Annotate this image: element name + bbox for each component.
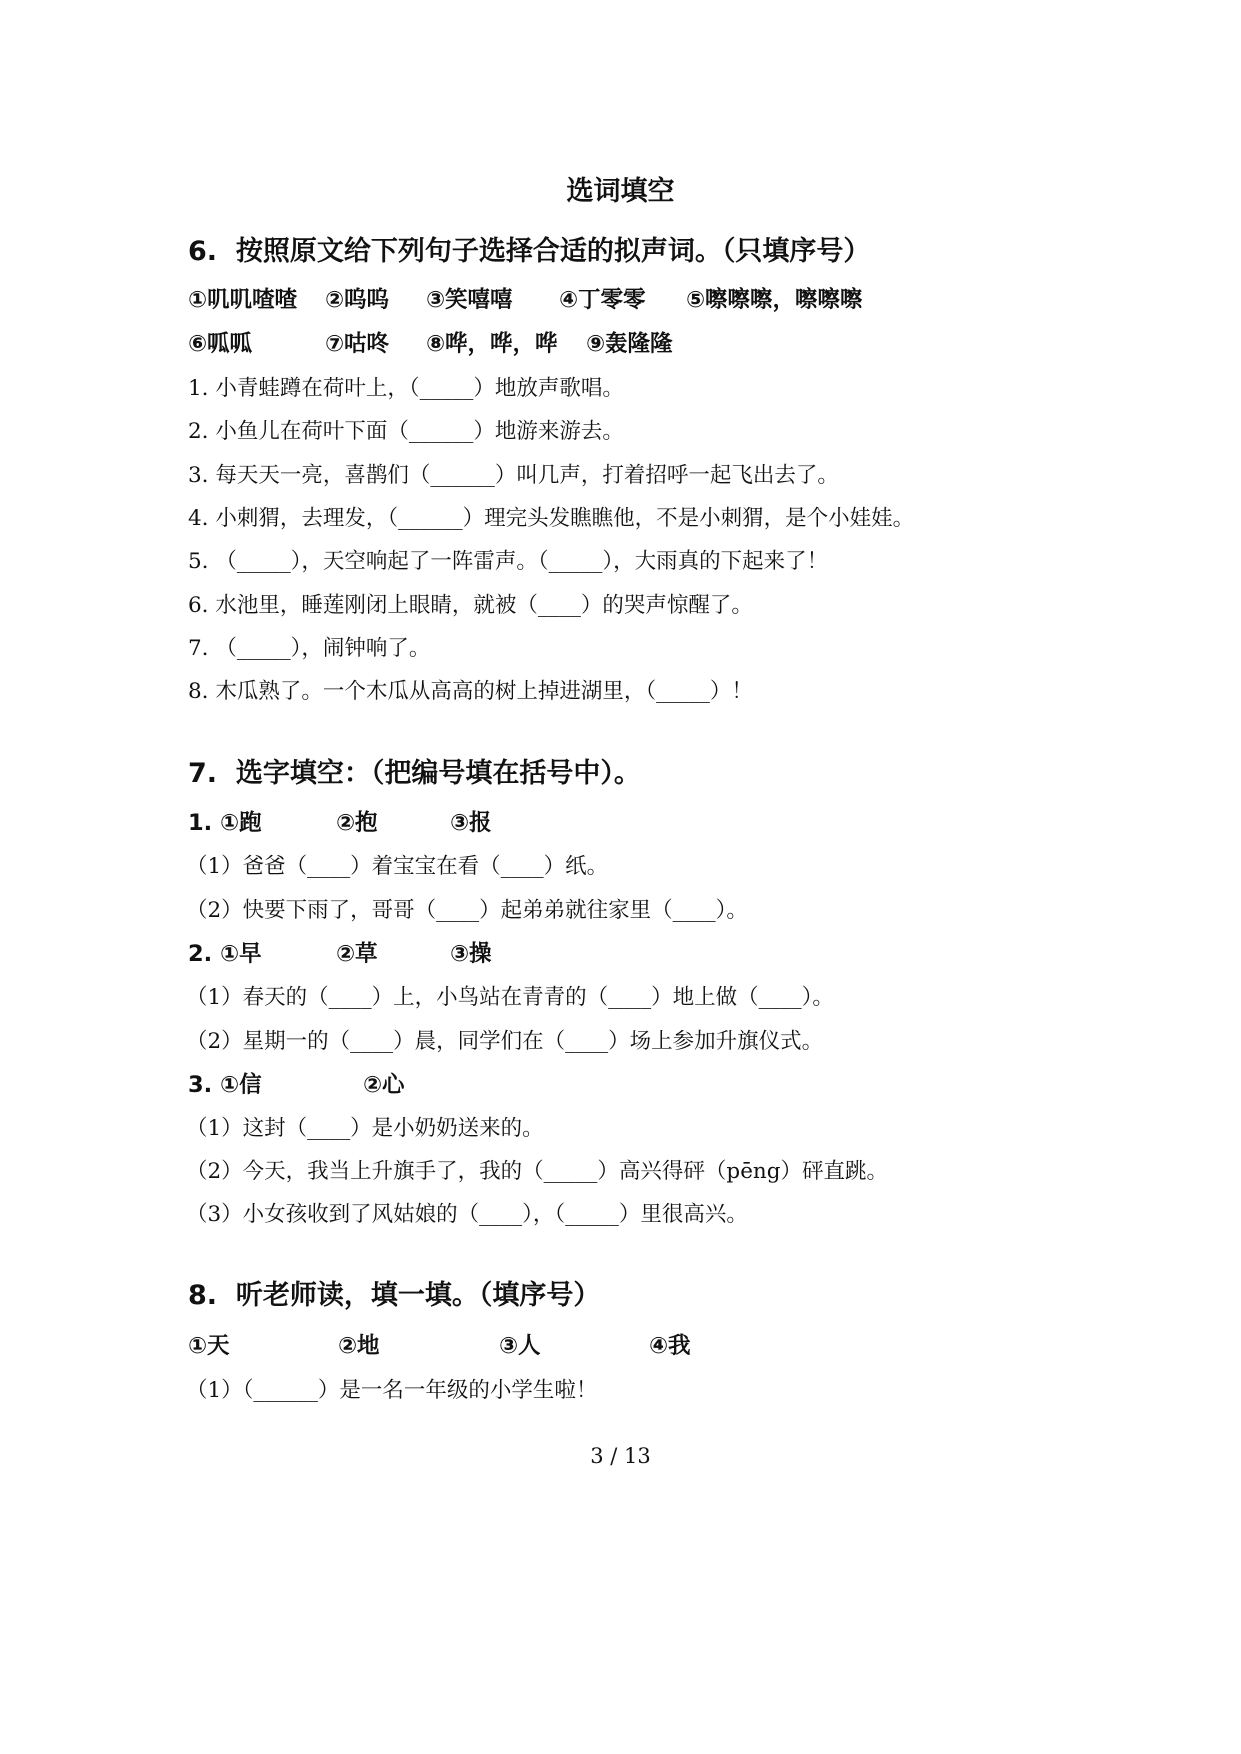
question-7-group-3-line-3: （3）小女孩收到了风姑娘的（____），（_____）里很高兴。 — [186, 1202, 748, 1227]
option-item: ①叽叽喳喳 — [188, 287, 298, 313]
option-item: 2. ①早 — [188, 941, 262, 967]
question-7-group-2-line-2: （2）星期一的（____）晨，同学们在（____）场上参加升旗仪式。 — [186, 1029, 824, 1054]
option-item: ③报 — [450, 810, 492, 836]
option-item: ⑥呱呱 — [188, 331, 253, 357]
question-7-group-1-line-2: （2）快要下雨了，哥哥（____）起弟弟就往家里（____）。 — [186, 898, 748, 923]
question-7-group-3-options — [188, 1072, 405, 1100]
option-item: 1. ①跑 — [188, 810, 262, 836]
question-7-group-3-line-1: （1）这封（____）是小奶奶送来的。 — [186, 1116, 544, 1141]
question-6-options-row-2 — [188, 331, 673, 359]
question-7-group-2-options — [188, 941, 492, 969]
page-number: 3 / 13 — [590, 1444, 651, 1468]
question-8-options — [188, 1333, 691, 1361]
question-6-item-2: 2. 小鱼儿在荷叶下面（______）地游来游去。 — [188, 419, 624, 444]
option-item: ③操 — [450, 941, 492, 967]
question-6-item-1: 1. 小青蛙蹲在荷叶上，（_____）地放声歌唱。 — [188, 376, 624, 401]
question-7-group-2-line-1: （1）春天的（____）上，小鸟站在青青的（____）地上做（____）。 — [186, 985, 834, 1010]
question-6-item-5: 5. （_____），天空响起了一阵雷声。（_____），大雨真的下起来了！ — [188, 549, 829, 574]
question-6-item-6: 6. 水池里，睡莲刚闭上眼睛，就被（____）的哭声惊醒了。 — [188, 593, 753, 618]
question-7-group-1-options — [188, 810, 492, 838]
question-6-item-4: 4. 小刺猬，去理发，（______）理完头发瞧瞧他，不是小刺猬，是个小娃娃。 — [188, 506, 915, 531]
option-item: ⑦咕咚 — [325, 331, 390, 357]
question-7-group-1-line-1: （1）爸爸（____）着宝宝在看（____）纸。 — [186, 854, 609, 879]
question-6-item-8: 8. 木瓜熟了。一个木瓜从高高的树上掉进湖里，（_____）！ — [188, 679, 753, 704]
option-item: 3. ①信 — [188, 1072, 262, 1098]
question-7-heading: 7. 选字填空：（把编号填在括号中）。 — [188, 758, 641, 789]
option-item: ①天 — [188, 1333, 230, 1359]
option-item: ②地 — [338, 1333, 380, 1359]
question-6-item-3: 3. 每天天一亮，喜鹊们（______）叫几声，打着招呼一起飞出去了。 — [188, 463, 839, 488]
option-item: ②呜呜 — [325, 287, 390, 313]
option-item: ③笑嘻嘻 — [426, 287, 513, 313]
question-8-heading: 8. 听老师读，填一填。（填序号） — [188, 1280, 601, 1311]
option-item: ⑧哗，哗，哗 — [426, 331, 558, 357]
option-item: ⑤嚓嚓嚓，嚓嚓嚓 — [686, 287, 863, 313]
option-item: ②心 — [363, 1072, 405, 1098]
question-7-group-3-line-2: （2）今天，我当上升旗手了，我的（_____）高兴得砰（pēng）砰直跳。 — [186, 1159, 889, 1184]
question-6-heading: 6. 按照原文给下列句子选择合适的拟声词。（只填序号） — [188, 236, 871, 267]
section-title: 选词填空 — [566, 176, 675, 207]
option-item: ⑨轰隆隆 — [586, 331, 673, 357]
option-item: ②草 — [336, 941, 378, 967]
question-8-item-1: （1）（______）是一名一年级的小学生啦！ — [186, 1378, 598, 1403]
option-item: ④我 — [649, 1333, 691, 1359]
question-6-options-row-1 — [188, 287, 863, 315]
question-6-item-7: 7. （_____），闹钟响了。 — [188, 636, 431, 661]
option-item: ②抱 — [336, 810, 378, 836]
option-item: ③人 — [499, 1333, 541, 1359]
option-item: ④丁零零 — [559, 287, 646, 313]
